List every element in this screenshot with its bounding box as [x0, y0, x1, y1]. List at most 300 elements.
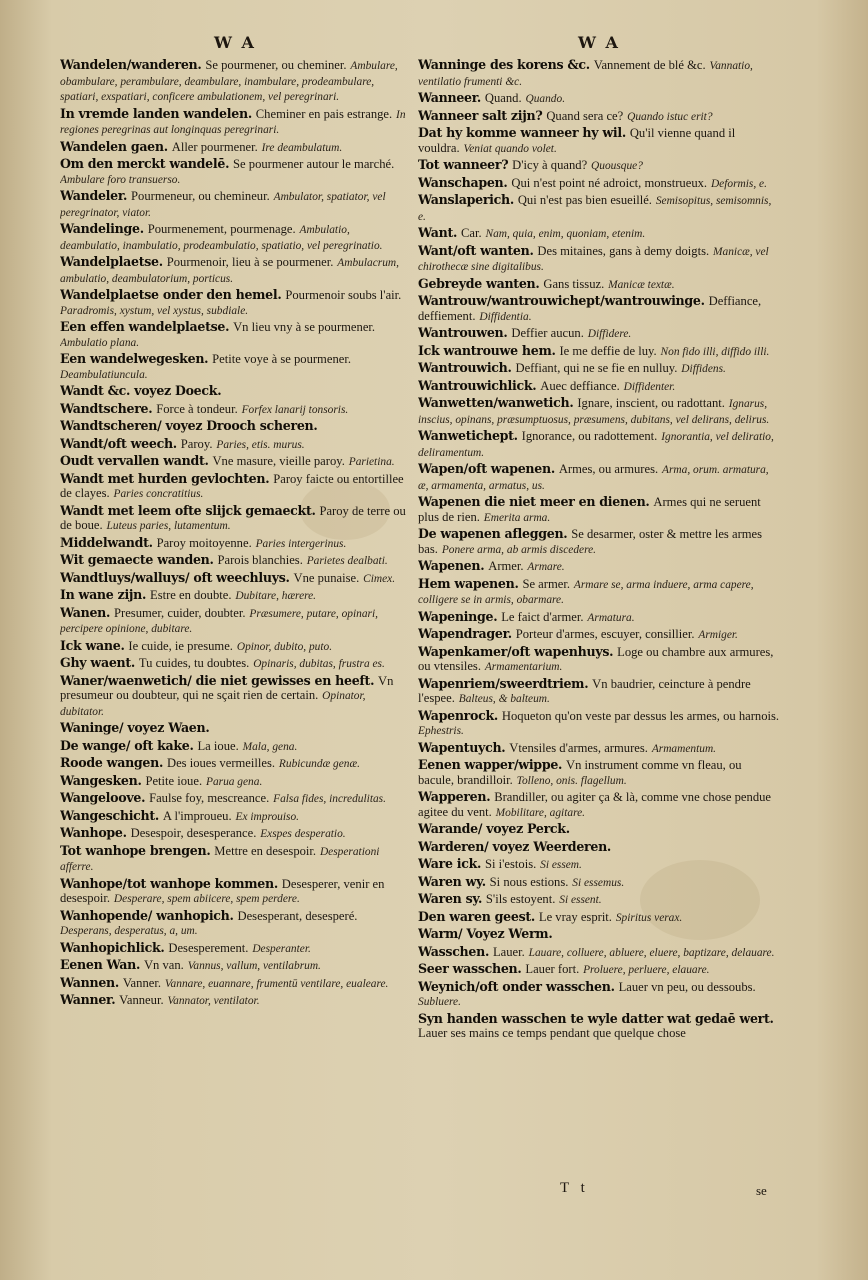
entry-french: Armes, ou armures. [558, 462, 659, 476]
entry-latin: Opinor, dubito, puto. [236, 640, 333, 653]
entry-french: Aller pourmener. [171, 139, 258, 154]
entry-headword: Wanen. [60, 604, 111, 620]
entry-latin: Luteus paries, lutamentum. [106, 520, 231, 532]
entry-headword: Waner/waenwetich/ die niet gewisses en heeft. [60, 672, 375, 688]
entry-latin: Lauare, colluere, abluere, eluere, baptizare, delauare. [528, 946, 775, 959]
entry-latin: Ambulare, obambulare, perambulare, deambulare, inambulare, prodeambulare, spatiari, exspatiari, conficere ambulationem, vel peregrinari. [60, 60, 398, 103]
dictionary-entry [60, 993, 410, 1009]
entry-headword: Wandt met hurden gevlochten. [60, 470, 270, 486]
entry-french: S'ils estoyent. [485, 892, 556, 906]
entry-headword: Wantrouwich. [418, 360, 512, 375]
dictionary-entry [60, 107, 410, 138]
entry-headword: In wane zijn. [60, 587, 147, 602]
entry-headword: Wanninge des korens &c. [418, 57, 590, 72]
entry-headword: Een effen wandelplaetse. [60, 319, 230, 334]
dictionary-entry [418, 193, 780, 224]
entry-french: Quand. [484, 91, 522, 105]
dictionary-entry [418, 892, 780, 908]
entry-french: Se armer. [522, 576, 570, 591]
dictionary-entry [418, 927, 780, 943]
dictionary-entry [418, 790, 780, 820]
dictionary-entry [418, 361, 780, 377]
dictionary-entry [60, 941, 410, 957]
entry-latin: Quando istuc erit? [627, 110, 713, 123]
entry-french: Se pourmener autour le marché. [233, 157, 395, 171]
dictionary-entry [60, 877, 410, 907]
entry-latin: Ire deambulatum. [261, 141, 343, 154]
entry-latin: Armamentarium. [484, 661, 563, 673]
dictionary-entry [418, 126, 780, 156]
entry-latin: Armamentum. [651, 742, 717, 755]
entry-latin: Ponere arma, ab armis discedere. [441, 543, 596, 556]
entry-french: Se pourmener, ou cheminer. [205, 58, 347, 72]
entry-headword: Wanwetten/wanwetich. [418, 395, 574, 410]
dictionary-entry [60, 656, 410, 672]
entry-french: Ignorance, ou radottement. [521, 429, 658, 443]
entry-french: Paroy faicte ou entortillee de clayes. [60, 471, 404, 500]
dictionary-entry [60, 571, 410, 587]
entry-french: Vne masure, vieille paroy. [212, 454, 345, 468]
entry-headword: Gebreyde wanten. [418, 275, 540, 291]
entry-french: Tu cuides, tu doubtes. [138, 656, 250, 670]
entry-latin: Ignorantia, vel deliratio, deliramentum. [418, 431, 774, 459]
entry-headword: Wapenen die niet meer en dienen. [418, 494, 650, 509]
entry-headword: Wandeler. [60, 188, 128, 203]
entry-latin: Armare se, arma induere, arma capere, colligere se in armis, obarmare. [418, 578, 754, 606]
entry-latin: Diffidentia. [479, 310, 532, 323]
entry-latin: Vannus, vallum, ventilabrum. [187, 960, 321, 972]
entry-french: Des ioues vermeilles. [166, 756, 276, 770]
entry-latin: Falsa fides, incredulitas. [273, 793, 386, 805]
entry-latin: Exspes desperatio. [260, 828, 346, 840]
left-entry-list [60, 58, 410, 1009]
dictionary-entry [418, 559, 780, 575]
entry-headword: Wandt &c. voyez Doeck. [60, 383, 222, 398]
entry-french: Ie me deffie de luy. [559, 343, 657, 358]
dictionary-entry [60, 553, 410, 569]
entry-headword: Wanschapen. [418, 174, 508, 190]
entry-french: Desesperer, venir en desespoir. [60, 876, 385, 905]
entry-french: Lauer vn peu, ou dessoubs. [618, 979, 756, 994]
entry-latin: Paries intergerinus. [255, 537, 347, 550]
signature-mark: T t [560, 1180, 589, 1196]
dictionary-entry [418, 176, 780, 192]
entry-headword: Wantrouwen. [418, 325, 508, 340]
entry-latin: Semisopitus, semisomnis, e. [418, 195, 772, 223]
dictionary-entry [60, 402, 410, 418]
entry-latin: Armatura. [587, 611, 635, 624]
dictionary-entry [60, 157, 410, 187]
entry-latin: Si essemus. [572, 876, 625, 889]
entry-french: Cheminer en pais estrange. [255, 106, 393, 121]
entry-french: A l'improueu. [162, 808, 232, 823]
dictionary-entry [60, 222, 410, 253]
dictionary-entry [418, 962, 780, 978]
entry-french: Armes qui ne seruent plus de rien. [418, 495, 761, 524]
entry-headword: Want. [418, 225, 458, 240]
dictionary-entry [60, 639, 410, 655]
entry-latin: Desperans, desperatus, a, um. [60, 925, 198, 937]
entry-headword: Wanhopende/ wanhopich. [60, 907, 234, 923]
entry-french: Vn van. [143, 958, 184, 972]
entry-headword: Waren wy. [418, 873, 486, 889]
entry-latin: Opinator, dubitator. [60, 690, 366, 718]
entry-latin: Quousque? [591, 160, 643, 172]
entry-latin: Ambulatio, deambulatio, inambulatio, prodeambulatio, spatiatio, vel peregrinatio. [60, 224, 383, 252]
entry-headword: Wapenen. [418, 558, 485, 573]
dictionary-entry [60, 606, 410, 637]
entry-french: Vne punaise. [293, 570, 360, 585]
entry-headword: In vremde landen wandelen. [60, 105, 252, 121]
dictionary-entry [418, 945, 780, 961]
entry-latin: Ignarus, inscius, opinans, præsumptuosus, præsumens, dubitans, vel delirans, delirus. [418, 398, 770, 426]
entry-french: Mettre en desespoir. [214, 843, 317, 858]
entry-latin: Emerita arma. [483, 511, 551, 524]
entry-french: Vanneur. [119, 993, 164, 1007]
dictionary-entry [60, 472, 410, 502]
dictionary-entry [418, 1012, 780, 1042]
entry-headword: Wandt met leem ofte slijck gemaeckt. [60, 502, 316, 518]
entry-headword: Warm/ Voyez Werm. [418, 926, 553, 941]
dictionary-entry [418, 875, 780, 891]
entry-latin: Forfex lanarij tonsoris. [241, 403, 349, 416]
entry-latin: Tolleno, onis. flagellum. [516, 774, 627, 787]
entry-french: Vtensiles d'armes, armures. [509, 740, 648, 755]
entry-headword: Warderen/ voyez Weerderen. [418, 838, 612, 854]
dictionary-entry [418, 462, 780, 493]
dictionary-entry [418, 91, 780, 107]
dictionary-entry [418, 277, 780, 293]
dictionary-entry [60, 189, 410, 220]
entry-headword: Wannen. [60, 974, 119, 990]
entry-latin: Mobilitare, agitare. [495, 806, 585, 819]
entry-headword: De wapenen afleggen. [418, 526, 568, 541]
entry-french: Porteur d'armes, escuyer, consillier. [515, 627, 695, 641]
dictionary-entry [418, 58, 780, 89]
entry-french: Desespoir, desesperance. [130, 826, 257, 840]
entry-french: Auec deffiance. [540, 378, 620, 393]
dictionary-entry [60, 437, 410, 453]
dictionary-entry [60, 384, 410, 400]
entry-latin: Balteus, & balteum. [458, 693, 550, 705]
entry-french: Pourmeneur, ou chemineur. [131, 189, 270, 203]
entry-french: Paroy de terre ou de boue. [60, 503, 406, 532]
dictionary-entry [60, 809, 410, 825]
entry-headword: Wanhope/tot wanhope kommen. [60, 875, 278, 891]
dictionary-entry [60, 756, 410, 772]
entry-french: Force à tondeur. [156, 401, 238, 416]
entry-latin: Manicæ, vel chirothecæ sine digitalibus. [418, 245, 769, 273]
entry-french: Hoqueton qu'on veste par dessus les armes, ou harnois. [501, 708, 780, 723]
catchword: se [756, 1183, 767, 1198]
entry-headword: Weynich/oft onder wasschen. [418, 978, 615, 994]
entry-latin: Ex improuiso. [235, 810, 299, 823]
entry-headword: Wangeloove. [60, 790, 146, 805]
entry-french: Vn baudrier, ceincture à pendre l'espee. [418, 676, 751, 705]
dictionary-entry [418, 840, 780, 856]
entry-french: Faulse foy, mescreance. [149, 791, 270, 805]
dictionary-entry [418, 326, 780, 342]
entry-french: Vn presumeur ou doubteur, qui ne sçait rien de certain. [60, 673, 394, 702]
entry-headword: Wapenkamer/oft wapenhuys. [418, 643, 614, 659]
dictionary-entry [418, 577, 780, 608]
entry-latin: Paries concratitius. [113, 488, 204, 500]
dictionary-entry [418, 429, 780, 460]
dictionary-entry [418, 709, 780, 739]
dictionary-entry [418, 627, 780, 643]
entry-french: Presumer, cuider, doubter. [114, 605, 246, 620]
entry-latin: Deformis, e. [710, 177, 767, 190]
entry-french: Vn instrument comme vn fleau, ou bacule, brandilloir. [418, 758, 742, 787]
entry-latin: Armare. [527, 561, 565, 573]
dictionary-entry [418, 294, 780, 324]
entry-french: Qui n'est point né adroict, monstrueux. [511, 175, 708, 190]
entry-headword: Wandtschere. [60, 400, 153, 416]
entry-french: Lauer. [492, 944, 525, 959]
entry-latin: Parua gena. [205, 775, 263, 788]
entry-headword: Waren sy. [418, 891, 483, 906]
entry-latin: Ambulare foro transuerso. [60, 173, 181, 186]
entry-latin: Paries, etis. murus. [216, 438, 305, 451]
entry-headword: Wanhope. [60, 825, 127, 840]
dictionary-entry [418, 226, 780, 242]
dictionary-entry [60, 255, 410, 286]
dictionary-entry [60, 791, 410, 807]
dictionary-entry [60, 352, 410, 382]
entry-headword: Want/oft wanten. [418, 242, 534, 258]
dictionary-entry [60, 288, 410, 318]
entry-headword: Wapenrock. [418, 707, 498, 723]
entry-french: Deffiant, qui ne se fie en nulluy. [515, 361, 678, 375]
entry-french: Qui n'est pas bien esueillé. [517, 193, 652, 207]
entry-headword: Wandelinge. [60, 221, 144, 236]
entry-french: Si i'estois. [484, 857, 537, 871]
dictionary-entry [60, 976, 410, 992]
dictionary-entry [60, 454, 410, 470]
entry-headword: Tot wanhope brengen. [60, 842, 211, 858]
entry-latin: Armiger. [698, 629, 738, 641]
entry-french: Petite ioue. [145, 773, 203, 788]
entry-latin: Non fido illi, diffido illi. [660, 345, 770, 358]
entry-latin: Desperationi afferre. [60, 845, 380, 873]
dictionary-entry [418, 758, 780, 788]
entry-french: D'icy à quand? [512, 158, 588, 172]
entry-french: Deffier aucun. [511, 326, 584, 340]
entry-french: Deffiance, deffiement. [418, 294, 762, 323]
entry-headword: Wantrouwichlick. [418, 377, 537, 393]
entry-latin: Desperare, spem abiicere, spem perdere. [113, 893, 300, 905]
entry-french: Lauer ses mains ce temps pendant que quelque chose [418, 1026, 686, 1040]
dictionary-entry [418, 244, 780, 275]
entry-french: Estre en doubte. [150, 588, 232, 602]
dictionary-entry [60, 958, 410, 974]
entry-french: Le faict d'armer. [501, 609, 584, 624]
dictionary-entry [418, 910, 780, 926]
entry-french: Paroy moitoyenne. [156, 535, 252, 550]
dictionary-entry [418, 379, 780, 395]
entry-headword: Wandelplaetse. [60, 254, 163, 269]
dictionary-entry [418, 645, 780, 675]
dictionary-entry [418, 495, 780, 525]
entry-headword: Syn handen wasschen te wyle datter wat gedaē wert. [418, 1010, 774, 1026]
dictionary-entry [60, 844, 410, 875]
entry-headword: De wange/ oft kake. [60, 737, 194, 753]
entry-headword: Wasschen. [418, 943, 490, 959]
entry-latin: In regiones peregrinas aut longinquas peregrinari. [60, 108, 406, 136]
entry-latin: Opinaris, dubitas, frustra es. [253, 658, 385, 670]
entry-headword: Middelwandt. [60, 534, 153, 550]
entry-latin: Veniat quando volet. [463, 142, 557, 155]
entry-latin: Si essem. [540, 859, 582, 871]
dictionary-entry [60, 674, 410, 720]
entry-latin: Desperanter. [252, 942, 311, 955]
entry-headword: Ware ick. [418, 856, 482, 871]
dictionary-entry [60, 909, 410, 939]
entry-latin: Paradromis, xystum, vel xystus, subdiale. [60, 304, 249, 317]
entry-headword: Wanwetichept. [418, 428, 518, 443]
entry-latin: Diffidenter. [623, 380, 676, 393]
dictionary-entry [418, 527, 780, 557]
entry-headword: Ick wantrouwe hem. [418, 342, 556, 358]
dictionary-entry [60, 320, 410, 350]
entry-french: Brandiller, ou agiter ça & là, comme vne chose pendue agitee du vent. [418, 790, 772, 819]
entry-latin: Vannator, ventilator. [167, 995, 260, 1007]
entry-latin: Proluere, perluere, elauare. [583, 964, 710, 976]
entry-headword: Een wandelwegesken. [60, 351, 209, 366]
entry-headword: Ghy waent. [60, 655, 135, 670]
entry-headword: Wandelen/wanderen. [60, 57, 202, 72]
dictionary-entry [418, 610, 780, 626]
entry-french: Petite voye à se pourmener. [212, 352, 351, 366]
entry-latin: Deambulatiuncula. [60, 368, 148, 381]
entry-headword: Dat hy komme wanneer hy wil. [418, 125, 626, 140]
entry-french: Parois blanchies. [217, 553, 303, 567]
entry-headword: Seer wasschen. [418, 961, 522, 976]
dictionary-entry [418, 822, 780, 838]
dictionary-entry [60, 774, 410, 790]
entry-latin: Parietes dealbati. [306, 555, 388, 567]
entry-headword: Wandtluys/walluys/ oft weechluys. [60, 569, 290, 585]
entry-headword: Wandelplaetse onder den hemel. [60, 287, 282, 302]
entry-latin: Nam, quia, enim, quoniam, etenim. [485, 228, 646, 240]
entry-headword: Wantrouw/wantrouwichept/wantrouwinge. [418, 293, 705, 308]
entry-french: Vannement de blé &c. [593, 58, 706, 72]
entry-latin: Cimex. [363, 572, 396, 585]
entry-french: Des mitaines, gans à demy doigts. [537, 243, 710, 258]
entry-headword: Wapenriem/sweerdtriem. [418, 675, 589, 691]
dictionary-entry [418, 396, 780, 427]
dictionary-entry [60, 140, 410, 156]
entry-french: Si nous estions. [489, 874, 569, 889]
entry-french: Pourmenement, pourmenage. [147, 222, 296, 236]
entry-latin: Si essent. [559, 894, 602, 906]
entry-headword: Wapendrager. [418, 626, 512, 641]
entry-latin: Ambulacrum, ambulatio, deambulatorium, porticus. [60, 257, 399, 285]
entry-french: Armer. [488, 559, 524, 573]
entry-french: Desesperement. [168, 940, 249, 955]
entry-headword: Wanneer salt zijn? [418, 107, 543, 123]
entry-french: Qu'il vienne quand il vouldra. [418, 126, 736, 155]
entry-latin: Rubicundæ genæ. [278, 758, 360, 770]
entry-latin: Subluere. [418, 996, 461, 1008]
dictionary-entry [418, 857, 780, 873]
entry-latin: Diffidere. [587, 328, 632, 340]
entry-headword: Eenen Wan. [60, 957, 141, 972]
entry-headword: Wandtscheren/ voyez Drooch scheren. [60, 418, 318, 433]
entry-headword: Wangesken. [60, 772, 142, 788]
entry-latin: Ambulatio plana. [60, 336, 140, 349]
entry-french: Quand sera ce? [546, 108, 624, 123]
entry-headword: Wangeschicht. [60, 807, 160, 823]
entry-french: Loge ou chambre aux armures, ou vtensiles. [418, 644, 774, 673]
entry-french: Ignare, inscient, ou radottant. [577, 396, 725, 410]
dictionary-entry [60, 419, 410, 435]
entry-french: Vanner. [122, 975, 161, 990]
entry-headword: Den waren geest. [418, 908, 535, 924]
entry-french: Le vray esprit. [538, 909, 612, 924]
entry-french: Gans tissuz. [543, 276, 605, 291]
entry-headword: Wit gemaecte wanden. [60, 552, 214, 567]
left-column [60, 36, 410, 1236]
right-running-head: W A [578, 36, 620, 52]
entry-french: Se desarmer, oster & mettre les armes bas. [418, 527, 763, 556]
entry-latin: Diffidens. [681, 363, 726, 375]
dictionary-entry [60, 588, 410, 604]
entry-french: Pourmenoir, lieu à se pourmener. [166, 255, 334, 269]
entry-latin: Ephestris. [418, 725, 464, 737]
entry-headword: Tot wanneer? [418, 157, 509, 172]
entry-headword: Warande/ voyez Perck. [418, 821, 570, 836]
entry-headword: Eenen wapper/wippe. [418, 757, 563, 772]
entry-headword: Wanslaperich. [418, 192, 514, 207]
dictionary-entry [60, 739, 410, 755]
entry-french: Ie cuide, ie presume. [128, 638, 233, 653]
dictionary-entry [418, 741, 780, 757]
entry-french: Vn lieu vny à se pourmener. [233, 320, 376, 334]
entry-headword: Wanner. [60, 992, 116, 1007]
entry-latin: Quando. [525, 93, 566, 105]
entry-french: Car. [460, 226, 482, 240]
entry-french: Lauer fort. [525, 962, 580, 976]
entry-latin: Ambulator, spatiator, vel peregrinator, viator. [60, 191, 386, 219]
entry-latin: Manicæ textæ. [608, 278, 675, 291]
entry-headword: Wapen/oft wapenen. [418, 461, 555, 476]
entry-headword: Wanneer. [418, 90, 482, 105]
entry-french: Desesperant, desesperé. [237, 908, 358, 923]
entry-headword: Wandt/oft weech. [60, 435, 177, 451]
entry-headword: Ick wane. [60, 637, 125, 653]
entry-latin: Mala, gena. [242, 740, 298, 753]
entry-headword: Wapentuych. [418, 739, 506, 755]
entry-french: Paroy. [180, 436, 213, 451]
entry-headword: Waninge/ voyez Waen. [60, 720, 210, 735]
entry-headword: Wanhopichlick. [60, 939, 165, 955]
dictionary-entry [418, 158, 780, 174]
dictionary-entry [418, 344, 780, 360]
dictionary-entry [60, 536, 410, 552]
entry-headword: Wapperen. [418, 789, 491, 804]
dictionary-entry [60, 58, 410, 105]
entry-latin: Dubitare, hærere. [235, 590, 317, 602]
dictionary-entry [418, 980, 780, 1010]
left-running-head: W A [214, 36, 256, 52]
dictionary-entry [60, 826, 410, 842]
entry-headword: Wandelen gaen. [60, 138, 168, 154]
entry-latin: Vannare, euannare, frumentū ventilare, eualeare. [164, 977, 389, 990]
entry-french: La ioue. [197, 738, 239, 753]
right-entry-list [418, 58, 780, 1042]
entry-headword: Roode wangen. [60, 755, 164, 770]
